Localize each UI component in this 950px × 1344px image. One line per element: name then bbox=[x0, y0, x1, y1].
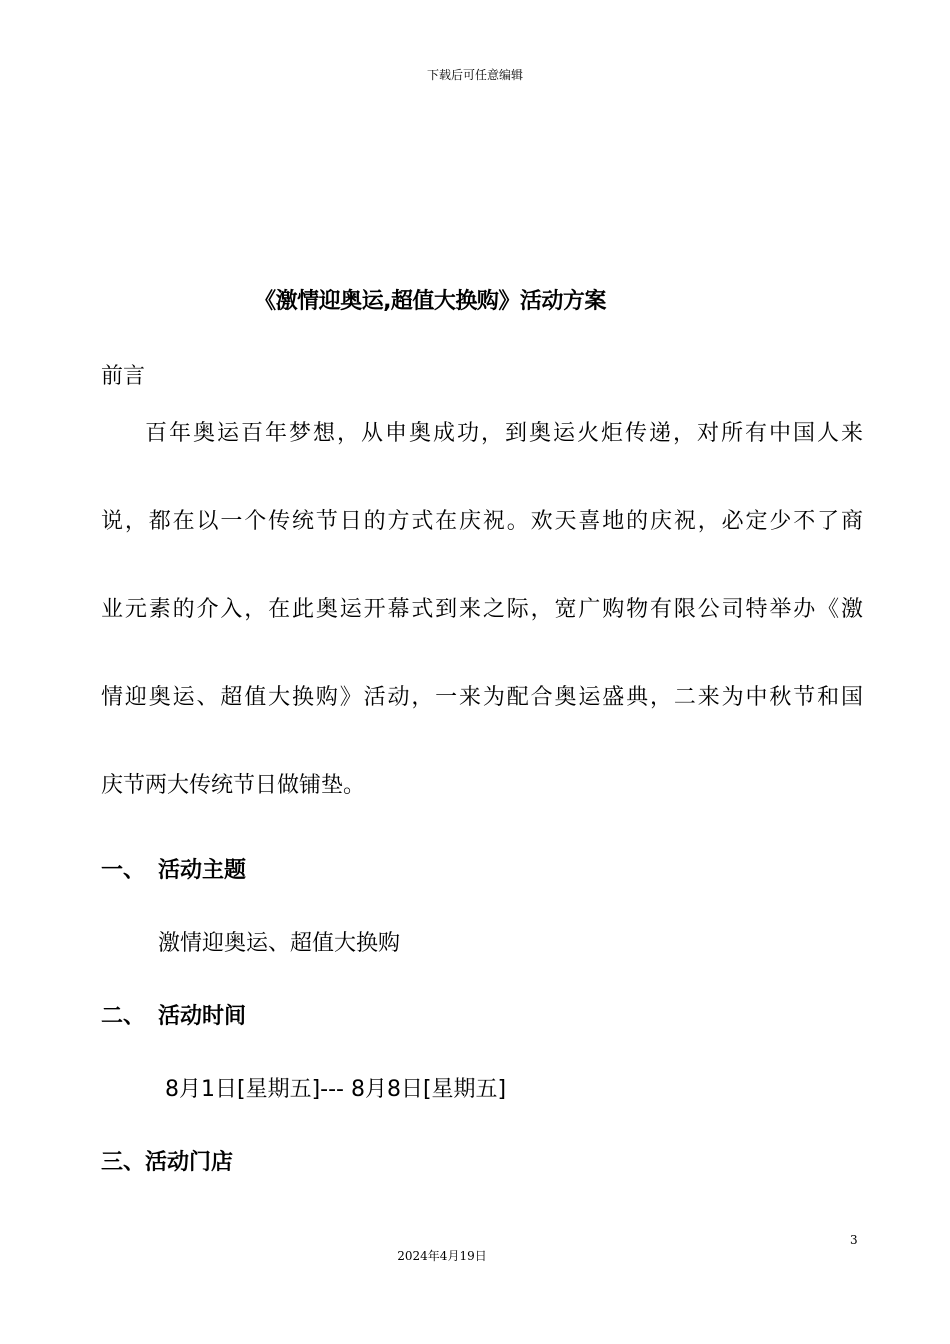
paragraph-line: 说，都在以一个传统节日的方式在庆祝。欢天喜地的庆祝，必定少不了商 bbox=[101, 509, 863, 534]
page-header: 下载后可任意编辑 bbox=[426, 68, 523, 82]
paragraph-line: 百年奥运百年梦想，从申奥成功，到奥运火炬传递，对所有中国人来 bbox=[145, 421, 863, 446]
section-content-time: 8月1日[星期五]--- 8月8日[星期五] bbox=[158, 1077, 507, 1102]
section-number: 三、 bbox=[101, 1150, 146, 1175]
section-heading-theme bbox=[101, 853, 246, 884]
paragraph-line: 业元素的介入，在此奥运开幕式到来之际，宽广购物有限公司特举办《激 bbox=[101, 597, 863, 622]
document-title: 《激情迎奥运,超值大换购》活动方案 bbox=[254, 289, 606, 314]
paragraph-line: 庆节两大传统节日做铺垫。 bbox=[101, 773, 366, 798]
section-title: 活动时间 bbox=[158, 1004, 247, 1029]
section-content-theme: 激情迎奥运、超值大换购 bbox=[158, 931, 401, 956]
paragraph-line: 情迎奥运、超值大换购》活动，一来为配合奥运盛典，二来为中秋节和国 bbox=[101, 685, 863, 710]
section-number: 一、 bbox=[101, 858, 146, 883]
section-title: 活动主题 bbox=[158, 858, 247, 883]
section-heading-time bbox=[101, 999, 246, 1030]
page-footer-date: 2024年4月19日 bbox=[397, 1249, 487, 1263]
section-number: 二、 bbox=[101, 1004, 146, 1029]
section-heading-stores bbox=[101, 1145, 233, 1176]
section-title: 活动门店 bbox=[145, 1150, 234, 1175]
preface-paragraph bbox=[101, 390, 863, 830]
page-number: 3 bbox=[850, 1233, 858, 1247]
preface-label: 前言 bbox=[101, 364, 146, 389]
